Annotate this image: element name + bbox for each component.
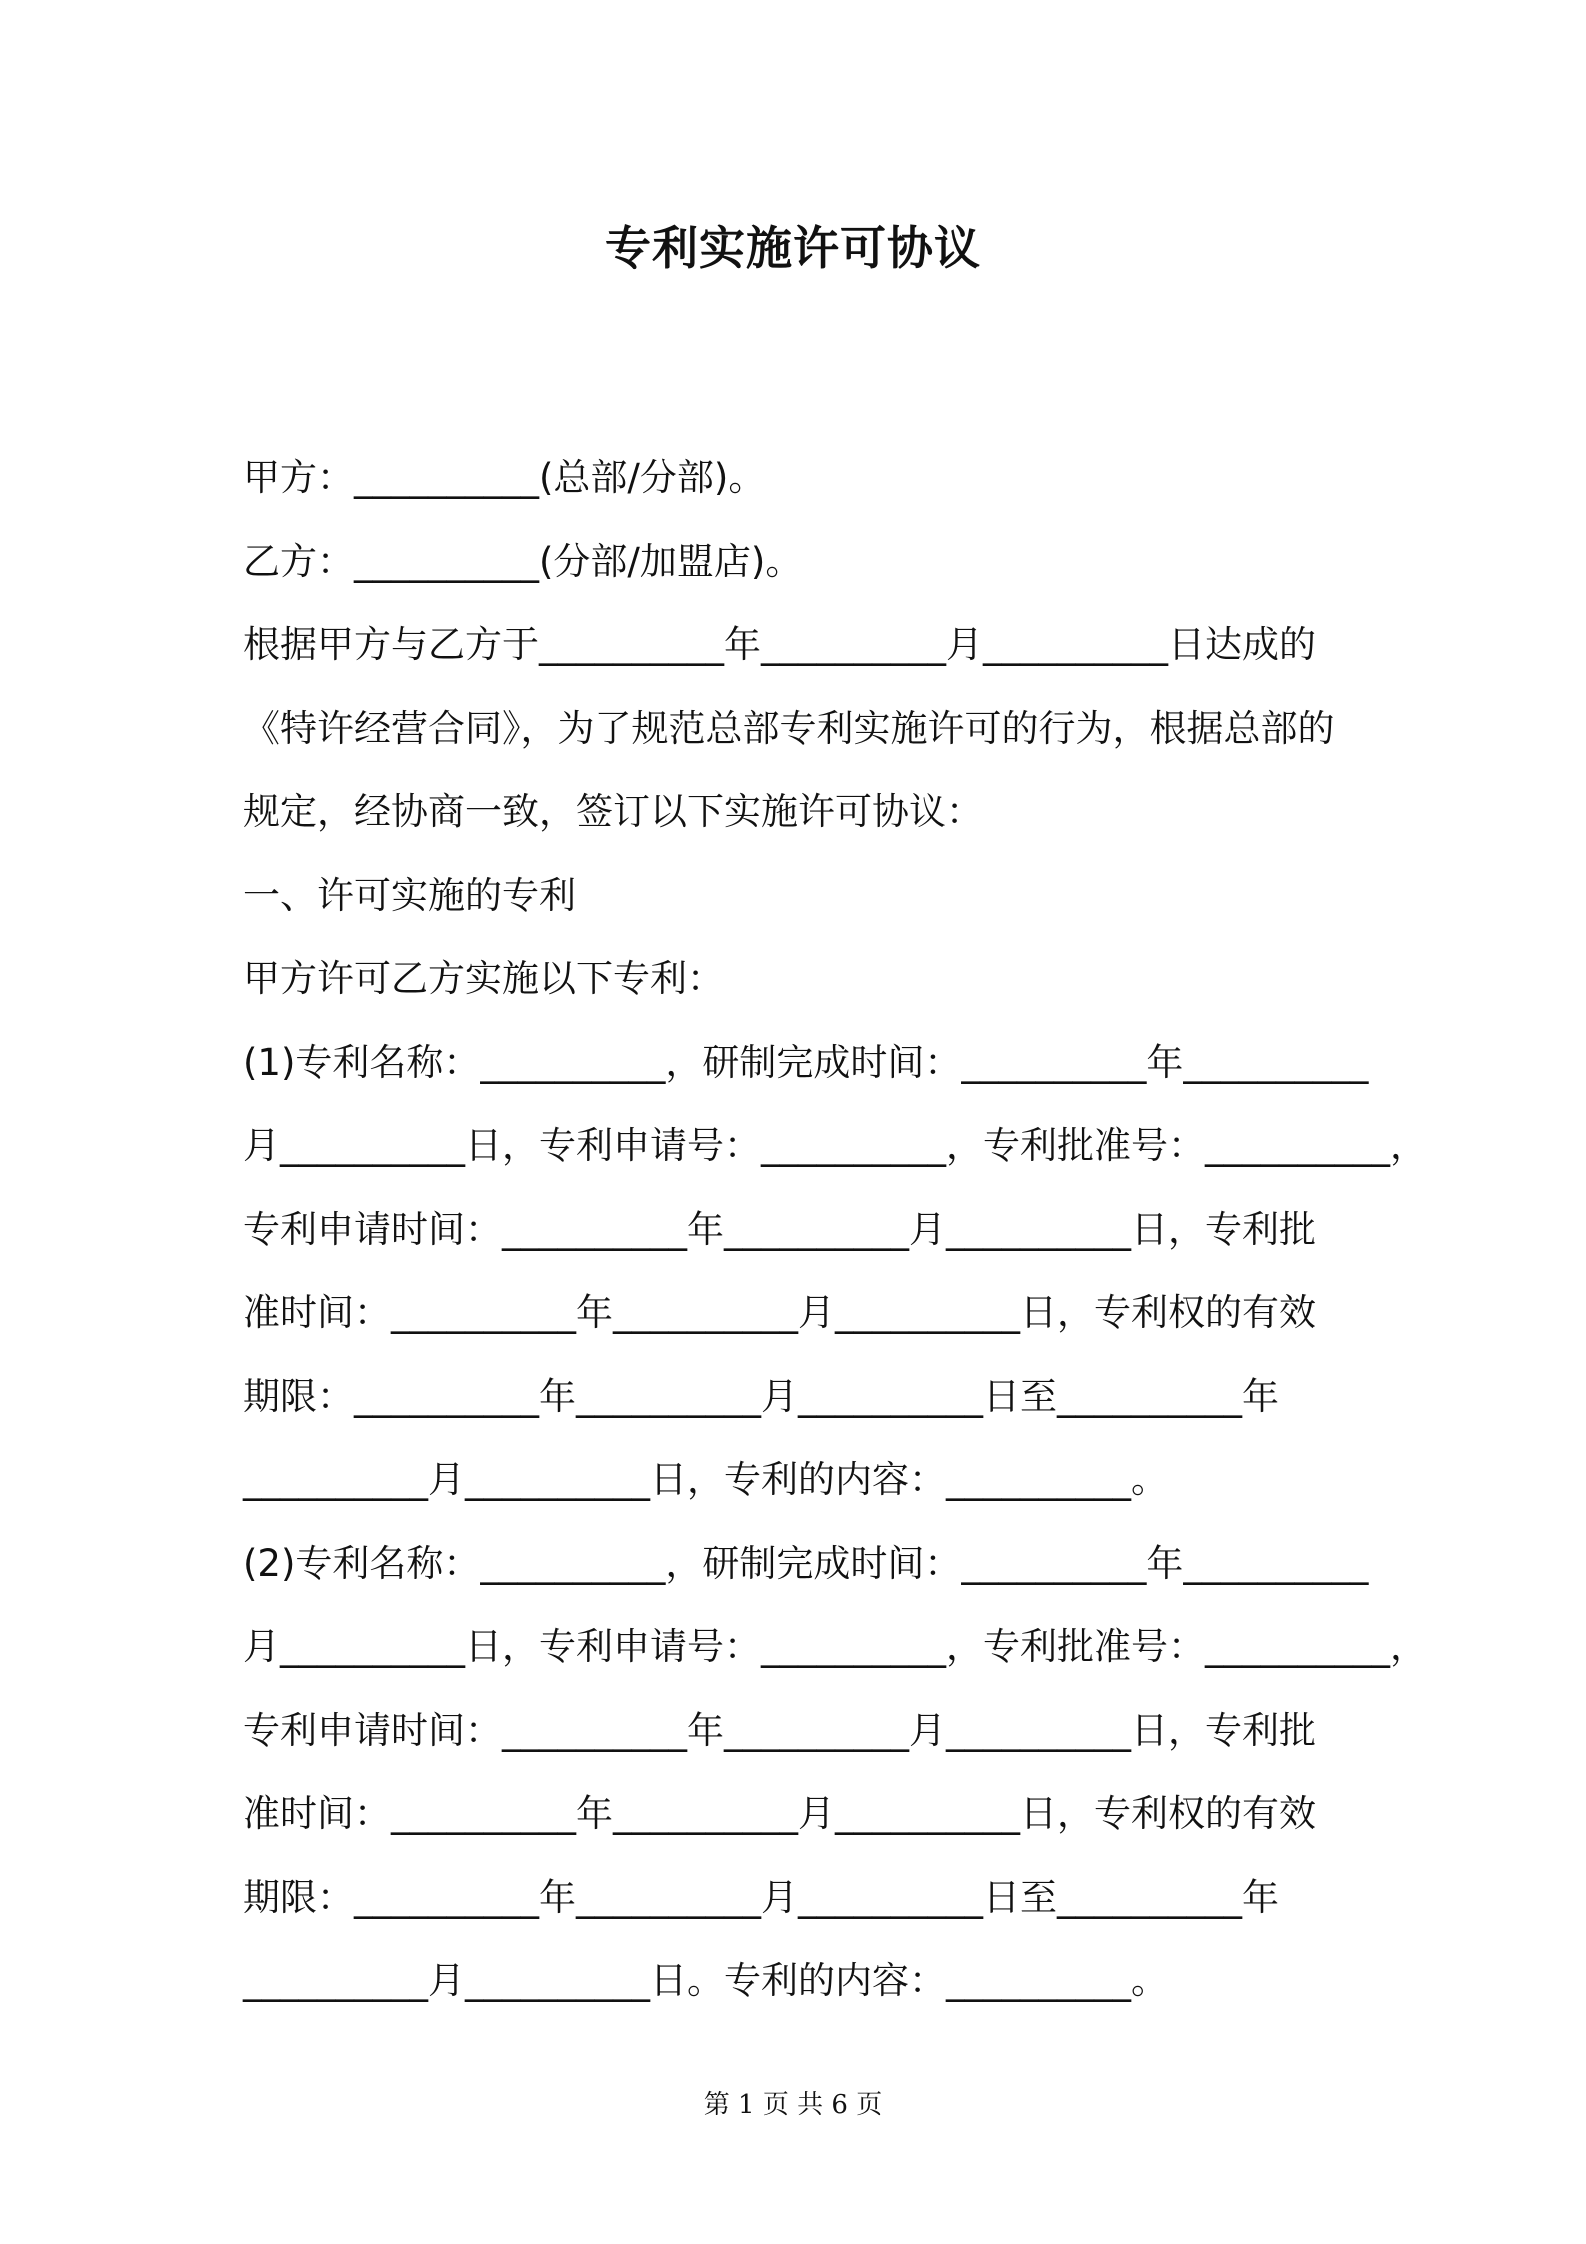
patent-1-line: __________月__________日，专利的内容：__________。 [243,1458,1168,1501]
paragraph-line: 根据甲方与乙方于__________年__________月__________日达成的 [243,623,1316,666]
patent-2-line: 专利申请时间：__________年__________月__________日，专利批 [243,1708,1316,1752]
party-a-line: 甲方：__________(总部/分部)。 [243,456,766,499]
document-body [243,448,1427,2035]
paragraph-line: 《特许经营合同》，为了规范总部专利实施许可的行为，根据总部的 [243,706,1335,750]
section-heading: 一、许可实施的专利 [243,873,576,917]
party-b-line: 乙方：__________(分部/加盟店)。 [243,539,803,583]
patent-1-line: 准时间：__________年__________月__________日，专利权的有效 [243,1291,1316,1334]
patent-1-line: (1)专利名称：__________，研制完成时间：__________年__________ [243,1040,1369,1084]
patent-2-line: (2)专利名称：__________，研制完成时间：__________年__________ [243,1541,1369,1585]
patent-2-line: 月__________日，专利申请号：__________，专利批准号：__________， [243,1625,1427,1668]
patent-1-line: 月__________日，专利申请号：__________，专利批准号：__________， [243,1124,1427,1167]
patent-1-line: 专利申请时间：__________年__________月__________日，专利批 [243,1207,1316,1251]
patent-2-line: 期限：__________年__________月__________日至__________年 [243,1875,1279,1919]
patent-1-line: 期限：__________年__________月__________日至__________年 [243,1374,1279,1418]
paragraph-line: 甲方许可乙方实施以下专利： [243,957,724,1000]
paragraph-line: 规定，经协商一致，签订以下实施许可协议： [243,790,983,833]
patent-2-line: 准时间：__________年__________月__________日，专利权的有效 [243,1792,1316,1835]
page-footer: 第 1 页 共 6 页 [703,2090,883,2120]
document-title: 专利实施许可协议 [605,221,981,275]
patent-2-line: __________月__________日。专利的内容：__________。 [243,1959,1168,2002]
